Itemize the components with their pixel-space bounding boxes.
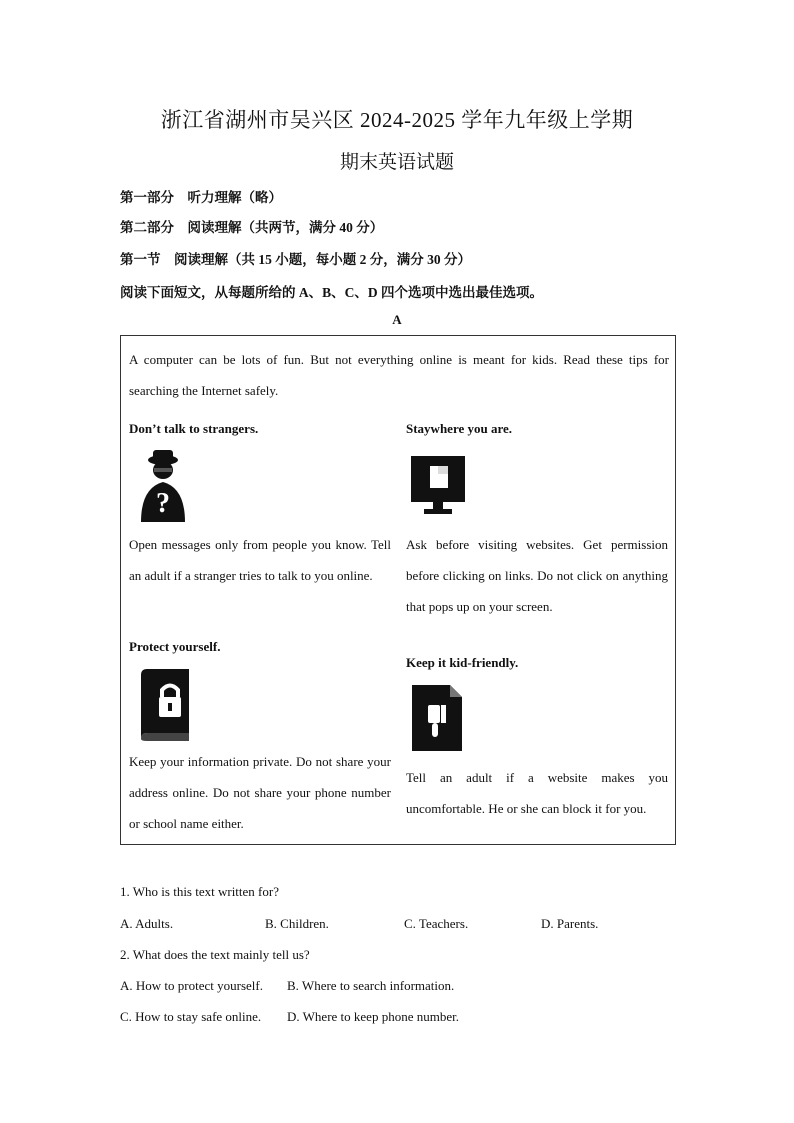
question-2-option-d[interactable]: D. Where to keep phone number. (287, 1009, 459, 1024)
tip-title-strangers: Don’t talk to strangers. (129, 421, 259, 436)
question-2-option-b[interactable]: B. Where to search information. (287, 978, 455, 993)
passage-label: A (392, 312, 402, 327)
tip-title-protect: Protect yourself. (129, 639, 221, 654)
document-subtitle: 期末英语试题 (339, 152, 454, 173)
locked-book-icon (133, 667, 193, 737)
passage-intro: A computer can be lots of fun. But not everything online is meant for kids. Read these tips for searching the Internet safely. (129, 352, 669, 398)
part1-heading: 第一部分 听力理解（略） (120, 190, 282, 205)
tip-body-protect: Keep your information private. Do not share your address online. Do not share your phone number or school name either. (129, 754, 391, 831)
question-1-option-d[interactable]: D. Parents. (541, 916, 599, 931)
question-2-option-a[interactable]: A. How to protect yourself. (120, 978, 263, 993)
monitor-icon (408, 452, 468, 522)
instruction-text: 阅读下面短文，从每题所给的 A、B、C、D 四个选项中选出最佳选项。 (120, 285, 544, 300)
svg-text:?: ? (156, 488, 170, 519)
tip-body-kid-friendly: Tell an adult if a website makes you uncomfortable. He or she can block it for you. (406, 770, 668, 816)
question-2-option-c[interactable]: C. How to stay safe online. (120, 1009, 262, 1024)
stranger-icon (133, 448, 193, 518)
question-1-option-c[interactable]: C. Teachers. (404, 916, 469, 931)
tip-title-kid-friendly: Keep it kid-friendly. (406, 655, 519, 670)
question-1-stem: 1. Who is this text written for? (120, 884, 279, 899)
part2-heading: 第二部分 阅读理解（共两节，满分 40 分） (120, 220, 384, 235)
question-2-stem: 2. What does the text mainly tell us? (120, 947, 310, 962)
question-1-option-a[interactable]: A. Adults. (120, 916, 174, 931)
question-1-option-b[interactable]: B. Children. (265, 916, 329, 931)
document-title: 浙江省湖州市吴兴区 2024-2025 学年九年级上学期 (160, 108, 634, 132)
tip-body-strangers: Open messages only from people you know. Tell an adult if a stranger tries to talk to you online. (129, 537, 391, 583)
tip-body-stay: Ask before visiting websites. Get permission before clicking on links. Do not click on anything that pops up on your screen. (406, 537, 668, 614)
thumbs-down-page-icon (410, 683, 470, 753)
tip-title-stay: Staywhere you are. (406, 421, 513, 436)
section1-heading: 第一节 阅读理解（共 15 小题，每小题 2 分，满分 30 分） (120, 252, 471, 267)
